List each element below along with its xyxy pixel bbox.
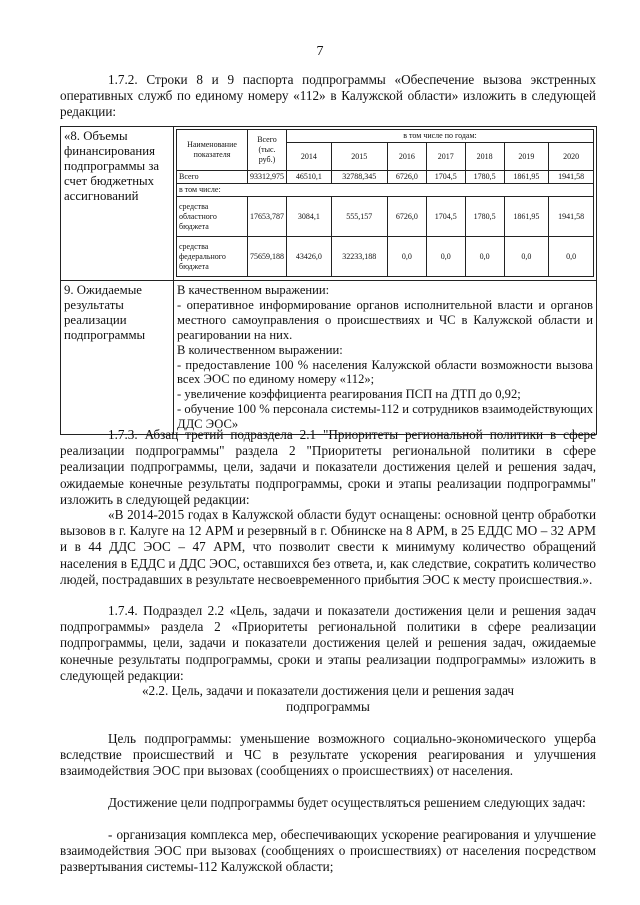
fin-cell: 0,0 bbox=[549, 237, 594, 277]
paragraph-1-7-2: 1.7.2. Строки 8 и 9 паспорта подпрограммы «Обеспечение вызова экстренных оперативных служб по единому номеру «112» в Калужской области» изложить в следующей редакции: bbox=[60, 72, 596, 120]
table-row-results bbox=[61, 281, 597, 435]
fin-cell: 1780,5 bbox=[465, 171, 504, 184]
fin-cell: 1941,58 bbox=[549, 171, 594, 184]
paragraph-1-7-4: 1.7.4. Подраздел 2.2 «Цель, задачи и показатели достижения цели и решения задач подпрограммы» раздела 2 «Приоритеты региональной политики в сфере реализации подпрограммы, цели, задачи и показатели достижения целей и решения задач, ожидаемые конечные результаты подпрограммы, сроки и этапы реализации подпрограммы» изложить в следующей редакции: bbox=[60, 603, 596, 683]
fin-cell: 1780,5 bbox=[465, 197, 504, 237]
fin-header-years: в том числе по годам: bbox=[287, 130, 594, 143]
fin-cell: 1861,95 bbox=[504, 197, 549, 237]
fin-row-including bbox=[177, 184, 594, 197]
row9-label: 9. Ожидаемые результаты реализации подпрограммы bbox=[61, 281, 174, 435]
fin-cell: 1941,58 bbox=[549, 197, 594, 237]
fin-cell: 6726,0 bbox=[387, 171, 426, 184]
fin-year: 2014 bbox=[287, 143, 332, 171]
fin-row-total bbox=[177, 171, 594, 184]
task-1-paragraph: - организация комплекса мер, обеспечивающих ускорение реагирования и улучшение взаимодействия ЭОС при вызовах (сообщениях о происшествиях) от населения посредством развертывания системы-112 Калужской области; bbox=[60, 827, 596, 875]
fin-cell: 0,0 bbox=[387, 237, 426, 277]
paragraph-1-7-3: 1.7.3. Абзац третий подраздела 2.1 "Приоритеты региональной политики в сфере реализации подпрограммы" раздела 2 "Приоритеты региональной политики в сфере реализации подпрограммы, цели, задачи и показатели достижения целей и решения задач, ожидаемые конечные результаты подпрограммы, сроки и этапы реализации подпрограммы" изложить в следующей редакции: bbox=[60, 427, 596, 507]
achieve-paragraph: Достижение цели подпрограммы будет осуществляться решением следующих задач: bbox=[108, 795, 586, 810]
fin-cell: 0,0 bbox=[426, 237, 465, 277]
fin-cell: 93312,975 bbox=[248, 171, 287, 184]
results-line: - обучение 100 % персонала системы-112 и сотрудников взаимодействующих ДДС ЭОС» bbox=[177, 402, 593, 432]
fin-row-label: средства федерального бюджета bbox=[177, 237, 248, 277]
fin-header-name: Наименование показателя bbox=[177, 130, 248, 171]
fin-cell: 0,0 bbox=[465, 237, 504, 277]
fin-year: 2020 bbox=[549, 143, 594, 171]
fin-row-label: Всего bbox=[177, 171, 248, 184]
fin-cell: 17653,787 bbox=[248, 197, 287, 237]
goal-paragraph: Цель подпрограммы: уменьшение возможного социально-экономического ущерба вследствие происшествий и ЧС в результате ускорения реагирования и улучшения взаимодействия ЭОС при вызовах (сообщениях о происшествиях) от населения. bbox=[60, 731, 596, 779]
quote-paragraph: «В 2014-2015 годах в Калужской области будут оснащены: основной центр обработки вызовов в г. Калуге на 12 АРМ и резервный в г. Обнинске на 8 АРМ, в 25 ЕДДС МО – 32 АРМ и в 44 ДДС ЭОС – 47 АРМ, что позволит свести к минимуму количество обращений населения в ЕДДС и ДДС ЭОС, оставшихся без ответа, и, как следствие, сократить количество людей, пострадавших в результате несвоевременного прибытия ЭОС к месту происшествия.». bbox=[60, 507, 596, 587]
fin-cell: 555,157 bbox=[331, 197, 387, 237]
fin-cell: 0,0 bbox=[504, 237, 549, 277]
results-line: - оперативное информирование органов исполнительной власти и органов местного самоуправления о происшествиях и ЧС в Калужской области и реагировании на них. bbox=[177, 297, 593, 342]
section-heading-line2: подпрограммы bbox=[286, 699, 370, 714]
table-row-financing bbox=[61, 127, 597, 281]
row8-label: «8. Объемы финансирования подпрограммы за счет бюджетных ассигнований bbox=[61, 127, 174, 281]
passport-table bbox=[60, 126, 597, 435]
fin-year: 2015 bbox=[331, 143, 387, 171]
section-heading-line1: «2.2. Цель, задачи и показатели достижения цели и решения задач bbox=[141, 683, 515, 698]
fin-year: 2018 bbox=[465, 143, 504, 171]
results-line: В количественном выражении: bbox=[177, 342, 343, 357]
financing-table bbox=[176, 129, 594, 277]
fin-cell: 75659,188 bbox=[248, 237, 287, 277]
fin-row-regional bbox=[177, 197, 594, 237]
fin-row-label: средства областного бюджета bbox=[177, 197, 248, 237]
fin-year: 2016 bbox=[387, 143, 426, 171]
fin-header-total: Всего (тыс. руб.) bbox=[248, 130, 287, 171]
results-line: - увеличение коэффициента реагирования ПСП на ДТП до 0,92; bbox=[177, 387, 521, 402]
page-number: 7 bbox=[316, 44, 324, 59]
fin-cell: 6726,0 bbox=[387, 197, 426, 237]
fin-row-label: в том числе: bbox=[177, 184, 594, 197]
fin-cell: 32233,188 bbox=[331, 237, 387, 277]
fin-cell: 3084,1 bbox=[287, 197, 332, 237]
fin-cell: 1861,95 bbox=[504, 171, 549, 184]
fin-row-federal bbox=[177, 237, 594, 277]
results-line: - предоставление 100 % населения Калужской области возможности вызова всех ЭОС по единому номеру «112»; bbox=[177, 357, 593, 387]
fin-cell: 46510,1 bbox=[287, 171, 332, 184]
results-line: В качественном выражении: bbox=[177, 283, 330, 297]
fin-cell: 43426,0 bbox=[287, 237, 332, 277]
fin-year: 2019 bbox=[504, 143, 549, 171]
fin-year: 2017 bbox=[426, 143, 465, 171]
fin-cell: 32788,345 bbox=[331, 171, 387, 184]
fin-cell: 1704,5 bbox=[426, 171, 465, 184]
fin-cell: 1704,5 bbox=[426, 197, 465, 237]
